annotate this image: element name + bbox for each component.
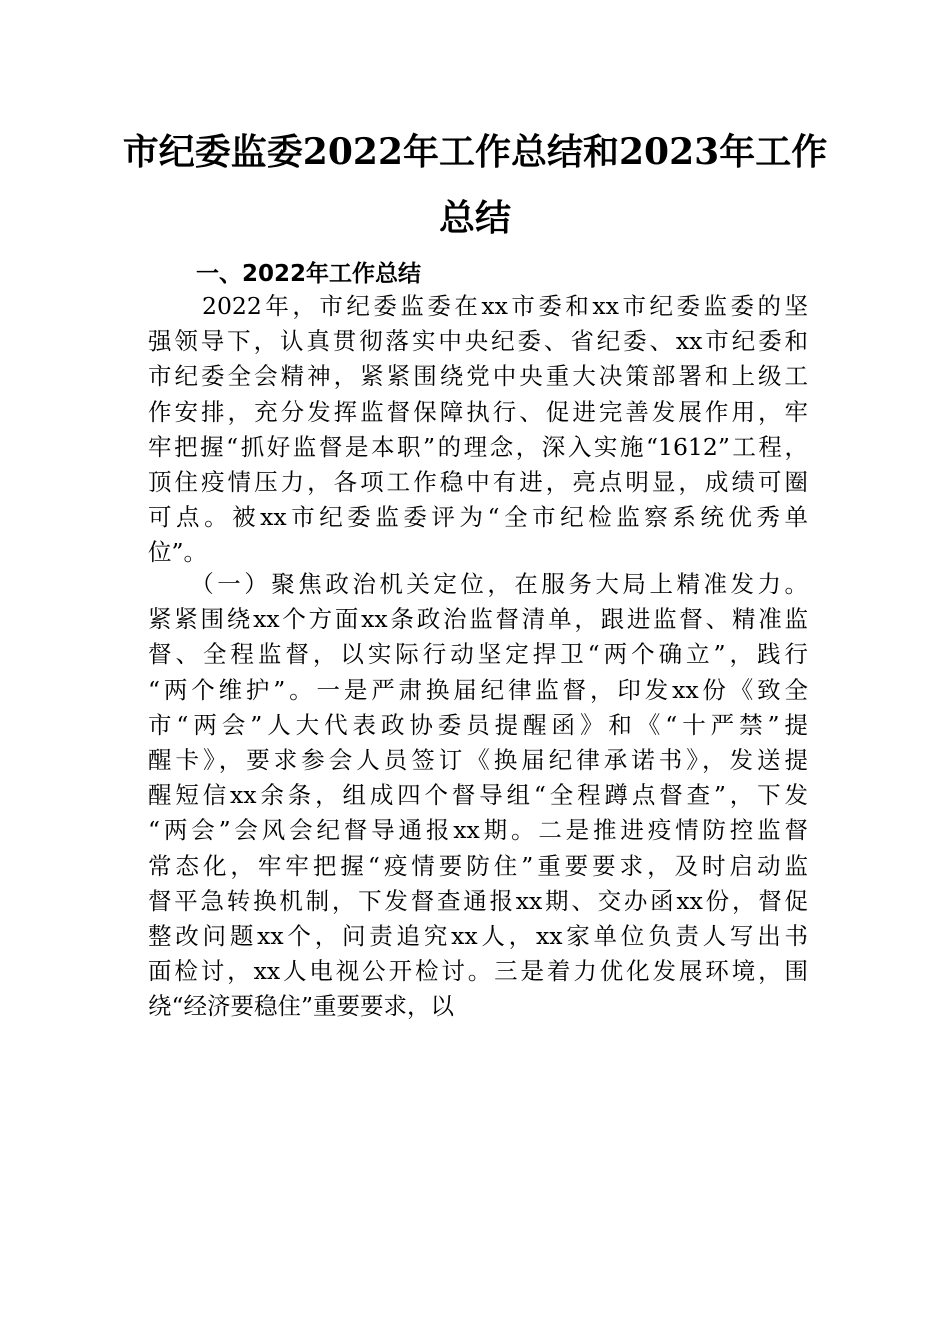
paragraph-line: 可点。被xx市纪委监委评为“全市纪检监察系统优秀单 bbox=[148, 503, 808, 532]
paragraph-line: 2022年，市纪委监委在xx市委和xx市纪委监委的坚 bbox=[148, 292, 808, 320]
document-title-line-1: 市纪委监委2022年工作总结和2023年工作 bbox=[122, 131, 828, 173]
paragraph-line: 常态化，牢牢把握“疫情要防住”重要要求，及时启动监 bbox=[148, 851, 808, 880]
paragraph-line: “两个维护”。一是严肃换届纪律监督，印发xx份《致全 bbox=[148, 675, 808, 704]
paragraph-line: 顶住疫情压力，各项工作稳中有进，亮点明显，成绩可圈 bbox=[148, 467, 808, 496]
paragraph-2 bbox=[148, 567, 808, 1024]
paragraph-line: 市“两会”人大代表政协委员提醒函》和《“十严禁”提 bbox=[148, 710, 808, 739]
paragraph-line: 面检讨，xx人电视公开检讨。三是着力优化发展环境，围 bbox=[148, 957, 808, 986]
paragraph-1 bbox=[148, 289, 808, 571]
paragraph-line: 督、全程监督，以实际行动坚定捍卫“两个确立”，践行 bbox=[148, 640, 808, 669]
paragraph-line: 市纪委全会精神，紧紧围绕党中央重大决策部署和上级工 bbox=[148, 362, 808, 391]
paragraph-line: 强领导下，认真贯彻落实中央纪委、省纪委、xx市纪委和 bbox=[148, 327, 808, 356]
paragraph-line: 牢把握“抓好监督是本职”的理念，深入实施“1612”工程， bbox=[148, 432, 808, 461]
section-heading: 一、2022年工作总结 bbox=[196, 261, 422, 287]
paragraph-line: 紧紧围绕xx个方面xx条政治监督清单，跟进监督、精准监 bbox=[148, 605, 808, 634]
paragraph-line: 督平急转换机制，下发督查通报xx期、交办函xx份，督促 bbox=[148, 886, 808, 915]
paragraph-line: 整改问题xx个，问责追究xx人，xx家单位负责人写出书 bbox=[148, 921, 808, 950]
paragraph-line: 醒卡》，要求参会人员签订《换届纪律承诺书》，发送提 bbox=[148, 745, 808, 774]
paragraph-line: 绕“经济要稳住”重要要求，以 bbox=[148, 992, 455, 1021]
paragraph-line: 醒短信xx余条，组成四个督导组“全程蹲点督查”，下发 bbox=[148, 781, 808, 810]
document-title-line-2: 总结 bbox=[438, 197, 511, 239]
paragraph-line: （一）聚焦政治机关定位，在服务大局上精准发力。 bbox=[148, 570, 808, 598]
paragraph-line: “两会”会风会纪督导通报xx期。二是推进疫情防控监督 bbox=[148, 816, 808, 845]
paragraph-line: 位”。 bbox=[148, 538, 208, 567]
paragraph-line: 作安排，充分发挥监督保障执行、促进完善发展作用，牢 bbox=[148, 397, 808, 426]
